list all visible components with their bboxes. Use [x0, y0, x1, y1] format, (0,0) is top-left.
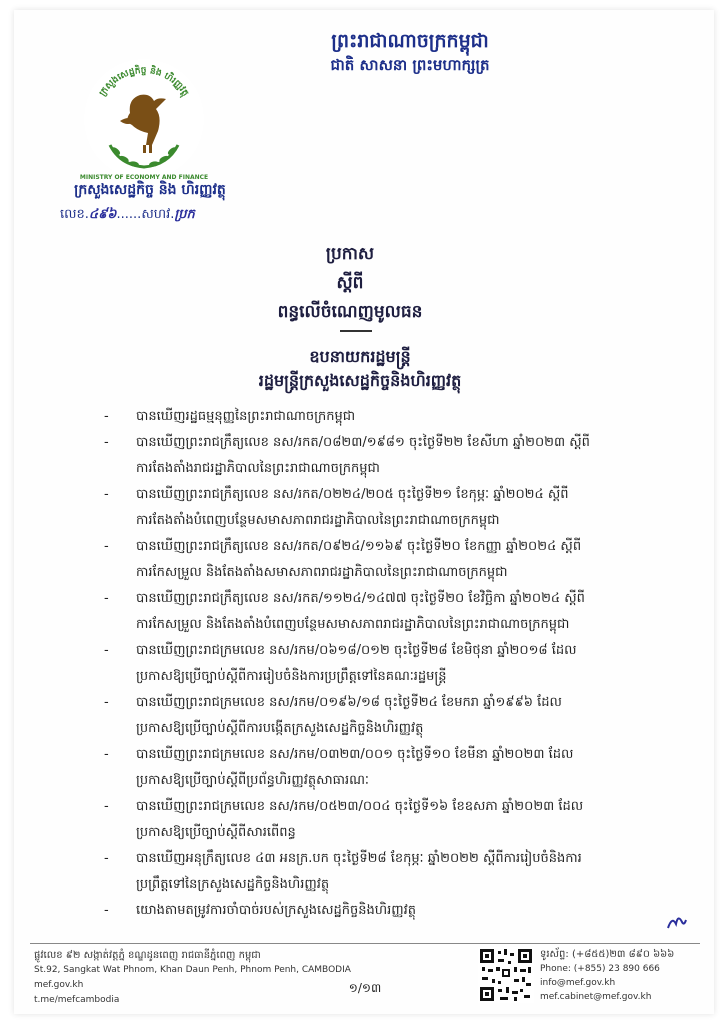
ref-dots: ...... — [116, 207, 142, 222]
title-line-1: ប្រកាស — [325, 244, 375, 264]
ministry-logo — [80, 55, 208, 183]
ref-suffix: សហវ. — [141, 207, 175, 222]
national-motto: ជាតិ សាសនា ព្រះមហាក្សត្រ — [330, 56, 490, 74]
preamble-list — [104, 404, 694, 924]
kingdom-header — [260, 28, 560, 76]
list-item: - បានឃើញព្រះរាជក្រឹត្យលេខ នស/រកត/០៩២៤/១១៦៩ ចុះថ្ងៃទី២០ ខែកញ្ញា ឆ្នាំ២០២៤ ស្តីពី ការកែសម្រួល និងតែងតាំងសមាសភាពរាជរដ្ឋាភិបាលនៃព្រះរាជាណាចក្រកម្ពុជា — [104, 539, 582, 580]
logo-ring-text-kh: ក្រសួងសេដ្ឋកិច្ច និង ហិរញ្ញវត្ថុ — [97, 65, 191, 99]
sender-block — [150, 345, 570, 393]
qr-code-icon — [478, 947, 534, 1003]
website-link[interactable]: mef.gov.kh — [34, 980, 84, 990]
address-kh: ផ្លូវលេខ ៩២ សង្កាត់វត្តភ្នំ ខណ្ឌដូនពេញ រាជធានីភ្នំពេញ កម្ពុជា — [34, 950, 261, 961]
title-line-3: ពន្ធលើចំណេញមូលធន — [277, 302, 423, 322]
list-item: - បានឃើញព្រះរាជក្រឹត្យលេខ នស/រកត/១១២៤/១៤៧៧ ចុះថ្ងៃទី២០ ខែវិច្ឆិកា ឆ្នាំ២០២៤ ស្តីពី ការកែសម្រួល និងតែងតាំងបំពេញបន្ថែមសមាសភាពរាជរដ្ឋាភិបាលនៃព្រះរាជាណាចក្រកម្ពុជា — [104, 591, 585, 632]
address-en: St.92, Sangkat Wat Phnom, Khan Daun Penh, Phnom Penh, CAMBODIA — [34, 965, 351, 975]
sender-line-2: រដ្ឋមន្ត្រីក្រសួងសេដ្ឋកិច្ចនិងហិរញ្ញវត្ថុ — [258, 371, 462, 390]
list-item: - បានឃើញព្រះរាជក្រឹត្យលេខ នស/រកត/០៨២៣/១៩៨១ ចុះថ្ងៃទី២២ ខែសីហា ឆ្នាំ២០២៣ ស្តីពី ការតែងតាំងរាជរដ្ឋាភិបាលនៃព្រះរាជាណាចក្រកម្ពុជា — [104, 435, 590, 476]
email-cabinet[interactable]: mef.cabinet@mef.gov.kh — [540, 992, 652, 1002]
ref-prefix: លេខ. — [60, 207, 89, 222]
ref-code: ប្រក — [174, 207, 195, 222]
email-info[interactable]: info@mef.gov.kh — [540, 978, 616, 988]
title-divider — [340, 330, 372, 332]
footer-contact — [540, 948, 710, 1004]
list-item: - បានឃើញព្រះរាជក្រមលេខ នស/រកម/០៥២៣/០០៤ ចុះថ្ងៃទី១៦ ខែឧសភា ឆ្នាំ២០២៣ ដែល ប្រកាសឱ្យប្រើច្បាប់ស្តីពីសារពើពន្ធ — [104, 799, 584, 840]
list-item: - បានឃើញព្រះរាជក្រឹត្យលេខ នស/រកត/០២២៤/២០៥ ចុះថ្ងៃទី២១ ខែកុម្ភៈ ឆ្នាំ២០២៤ ស្តីពី ការតែងតាំងបំពេញបន្ថែមសមាសភាពរាជរដ្ឋាភិបាលនៃព្រះរាជាណាចក្រកម្ពុជា — [104, 487, 569, 528]
reference-number — [60, 205, 260, 225]
telegram-link[interactable]: t.me/mefcambodia — [34, 995, 120, 1005]
document-title — [200, 240, 500, 327]
kingdom-name: ព្រះរាជាណាចក្រកម្ពុជា — [331, 30, 489, 52]
page-number: ១/១៣ — [348, 981, 382, 995]
phone-kh: ទូរស័ព្ទ: (+៨៥៥)២៣ ៨៩០ ៦៦៦ — [540, 949, 675, 960]
sender-line-1: ឧបនាយករដ្ឋមន្ត្រី — [309, 347, 411, 366]
logo-ring-text-en: MINISTRY OF ECONOMY AND FINANCE — [80, 174, 208, 181]
list-item: - យោងតាមតម្រូវការចាំបាច់របស់ក្រសួងសេដ្ឋកិច្ចនិងហិរញ្ញវត្ថុ — [104, 903, 417, 918]
footer-divider — [30, 943, 700, 944]
title-line-2: ស្តីពី — [336, 273, 364, 293]
ministry-name: ក្រសួងសេដ្ឋកិច្ច និង ហិរញ្ញវត្ថុ — [74, 182, 226, 198]
list-item: - បានឃើញរដ្ឋធម្មនុញ្ញនៃព្រះរាជាណាចក្រកម្ពុជា — [104, 409, 356, 424]
initial-mark-icon — [666, 912, 688, 932]
ref-number: ៤៩៦ — [88, 207, 117, 222]
list-item: - បានឃើញព្រះរាជក្រមលេខ នស/រកម/០៦១៨/០១២ ចុះថ្ងៃទី២៨ ខែមិថុនា ឆ្នាំ២០១៨ ដែល ប្រកាសឱ្យប្រើច្បាប់ស្តីពីការរៀបចំនិងការប្រព្រឹត្តទៅនៃគណៈរដ្ឋមន្ត្រី — [104, 643, 577, 684]
list-item: - បានឃើញព្រះរាជក្រមលេខ នស/រកម/០១៩៦/១៨ ចុះថ្ងៃទី២៤ ខែមករា ឆ្នាំ១៩៩៦ ដែល ប្រកាសឱ្យប្រើច្បាប់ស្តីពីការបង្កើតក្រសួងសេដ្ឋកិច្ចនិងហិរញ្ញវត្ថុ — [104, 695, 562, 736]
phone-en: Phone: (+855) 23 890 666 — [540, 964, 660, 974]
list-item: - បានឃើញព្រះរាជក្រមលេខ នស/រកម/០៣២៣/០០១ ចុះថ្ងៃទី១០ ខែមីនា ឆ្នាំ២០២៣ ដែល ប្រកាសឱ្យប្រើច្បាប់ស្តីពីប្រព័ន្ធហិរញ្ញវត្ថុសាធារណៈ — [104, 747, 574, 788]
footer-address — [34, 948, 364, 1008]
list-item: - បានឃើញអនុក្រឹត្យលេខ ៤៣ អនក្រ.បក ចុះថ្ងៃទី២៨ ខែកុម្ភៈ ឆ្នាំ២០២២ ស្តីពីការរៀបចំនិងការ ប្រព្រឹត្តទៅនៃក្រសួងសេដ្ឋកិច្ចនិងហិរញ្ញវត្ថុ — [104, 851, 582, 892]
